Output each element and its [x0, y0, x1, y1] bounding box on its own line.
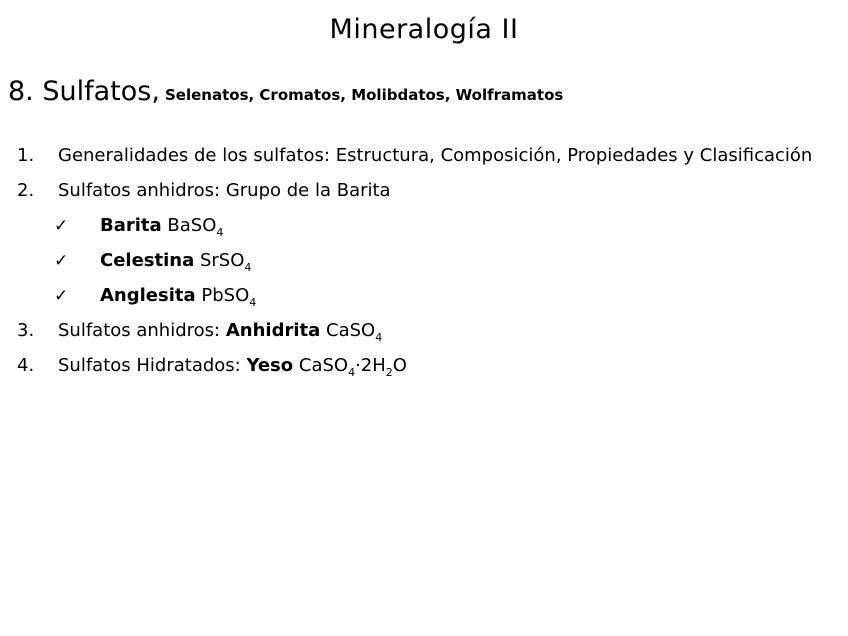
- item-number: 3.: [17, 320, 35, 341]
- mineral-name: Barita: [100, 215, 162, 236]
- section-heading: [8, 76, 563, 107]
- item-text: Sulfatos anhidros:: [58, 320, 221, 341]
- item-text: Sulfatos Hidratados:: [58, 355, 241, 376]
- list-item-1: [0, 142, 848, 170]
- item-text: Generalidades de los sulfatos: Estructura, Composición, Propiedades y Clasificación: [58, 145, 813, 166]
- mineral-formula: CaSO$_4$: [326, 320, 383, 344]
- mineral-formula: SrSO$_4$: [199, 250, 252, 274]
- mineral-name: Anhidrita: [225, 320, 321, 341]
- checkmark-icon: ✓: [54, 216, 69, 236]
- list-item-4: [0, 352, 848, 380]
- mineral-name: Yeso: [246, 355, 294, 376]
- mineral-item-anglesita: [0, 282, 848, 310]
- section-main-title: 8. Sulfatos,: [8, 76, 160, 107]
- item-number: 4.: [17, 355, 35, 376]
- item-text: Sulfatos anhidros: Grupo de la Barita: [58, 180, 391, 201]
- item-number: 2.: [17, 180, 35, 201]
- section-subtitle: Selenatos, Cromatos, Molibdatos, Wolframatos: [165, 86, 564, 104]
- mineral-formula: PbSO$_4$: [201, 285, 257, 309]
- checkmark-icon: ✓: [54, 286, 69, 306]
- mineral-item-celestina: [0, 247, 848, 275]
- list-item-3: [0, 317, 848, 345]
- slide-title: Mineralogía II: [329, 14, 519, 45]
- mineral-name: Anglesita: [100, 285, 196, 306]
- item-number: 1.: [17, 145, 35, 166]
- mineral-name: Celestina: [100, 250, 195, 271]
- topic-list: [0, 142, 848, 380]
- list-item-2: [0, 177, 848, 205]
- mineral-item-barita: [0, 212, 848, 240]
- checkmark-icon: ✓: [54, 251, 69, 271]
- mineral-formula: BaSO$_4$: [167, 215, 224, 239]
- mineral-formula: $CaSO_4\cdot 2H_2O$: [298, 355, 407, 379]
